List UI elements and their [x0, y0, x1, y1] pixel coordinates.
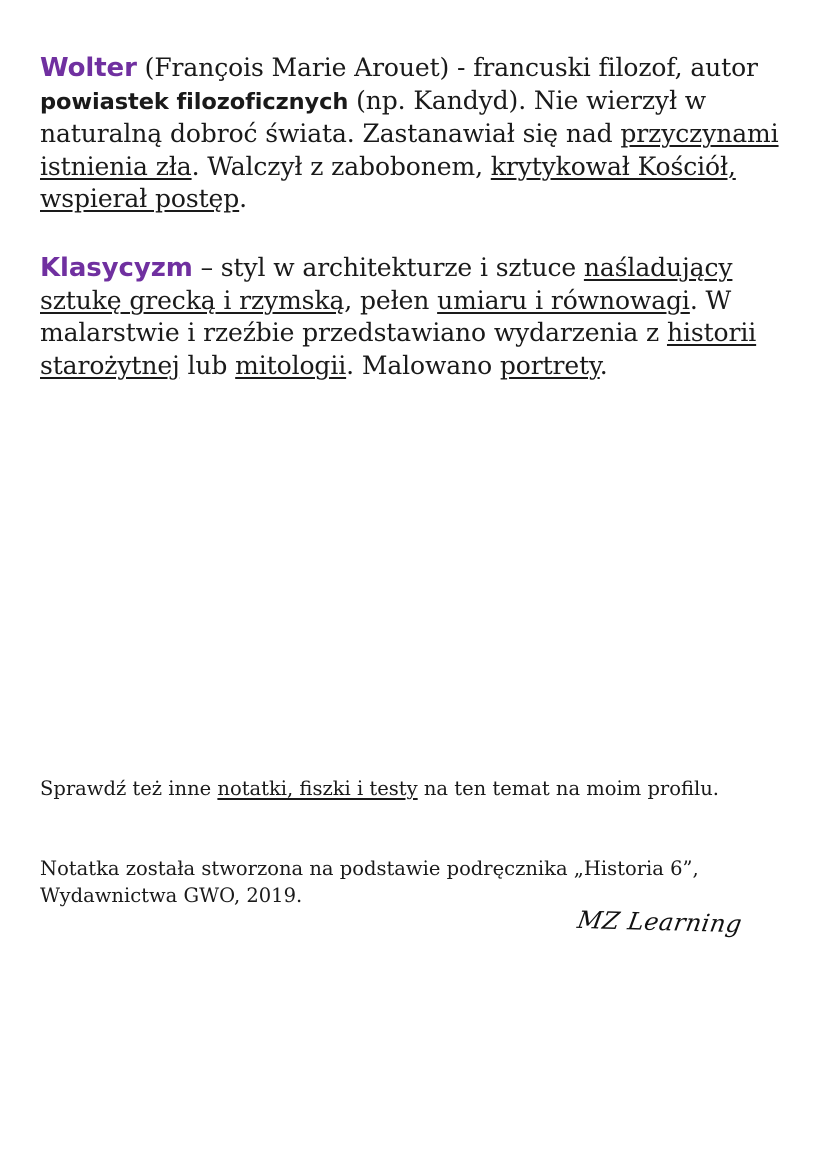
- bold-phrase: powiastek filozoficznych: [40, 88, 349, 115]
- text: Sprawdź też inne: [40, 777, 218, 800]
- term-klasycyzm: Klasycyzm: [40, 253, 193, 283]
- paragraph-klasycyzm: [40, 252, 810, 382]
- footer-source-note: Notatka została stworzona na podstawie podręcznika „Historia 6”, Wydawnictwa GWO, 2019.: [40, 857, 699, 907]
- paragraph-wolter: [40, 52, 810, 216]
- underlined-phrase: mitologii: [235, 350, 347, 380]
- footer-check-note: [40, 775, 810, 802]
- text: , pełen: [344, 285, 438, 315]
- signature: MZ Learning: [575, 906, 745, 939]
- term-wolter: Wolter: [40, 53, 137, 83]
- text: na ten temat na moim profilu.: [417, 777, 719, 800]
- underlined-phrase: umiaru i równowagi: [437, 285, 690, 315]
- text: . Malowano: [346, 350, 500, 380]
- text: lub: [179, 350, 236, 380]
- underlined-phrase: naśladujący sztukę grecką i rzymską: [40, 253, 733, 315]
- text: – styl w architekturze i sztuce: [192, 253, 584, 282]
- underlined-phrase: krytykował Kościół, wspierał postęp: [40, 151, 736, 213]
- text: .: [239, 184, 248, 213]
- underlined-phrase: portrety: [499, 350, 600, 380]
- text: . W malarstwie i rzeźbie przedstawiano wydarzenia z: [40, 285, 732, 347]
- notes-link[interactable]: notatki, fiszki i testy: [217, 777, 418, 800]
- text: (François Marie Arouet) - francuski filozof, autor: [136, 53, 758, 82]
- text: . Walczył z zabobonem,: [191, 151, 491, 181]
- text: (np. Kandyd). Nie wierzył w naturalną dobroć świata. Zastanawiał się nad: [40, 85, 707, 148]
- underlined-phrase: przyczynami istnienia zła: [40, 119, 779, 181]
- text: .: [599, 350, 608, 380]
- underlined-phrase: historii starożytnej: [40, 318, 757, 380]
